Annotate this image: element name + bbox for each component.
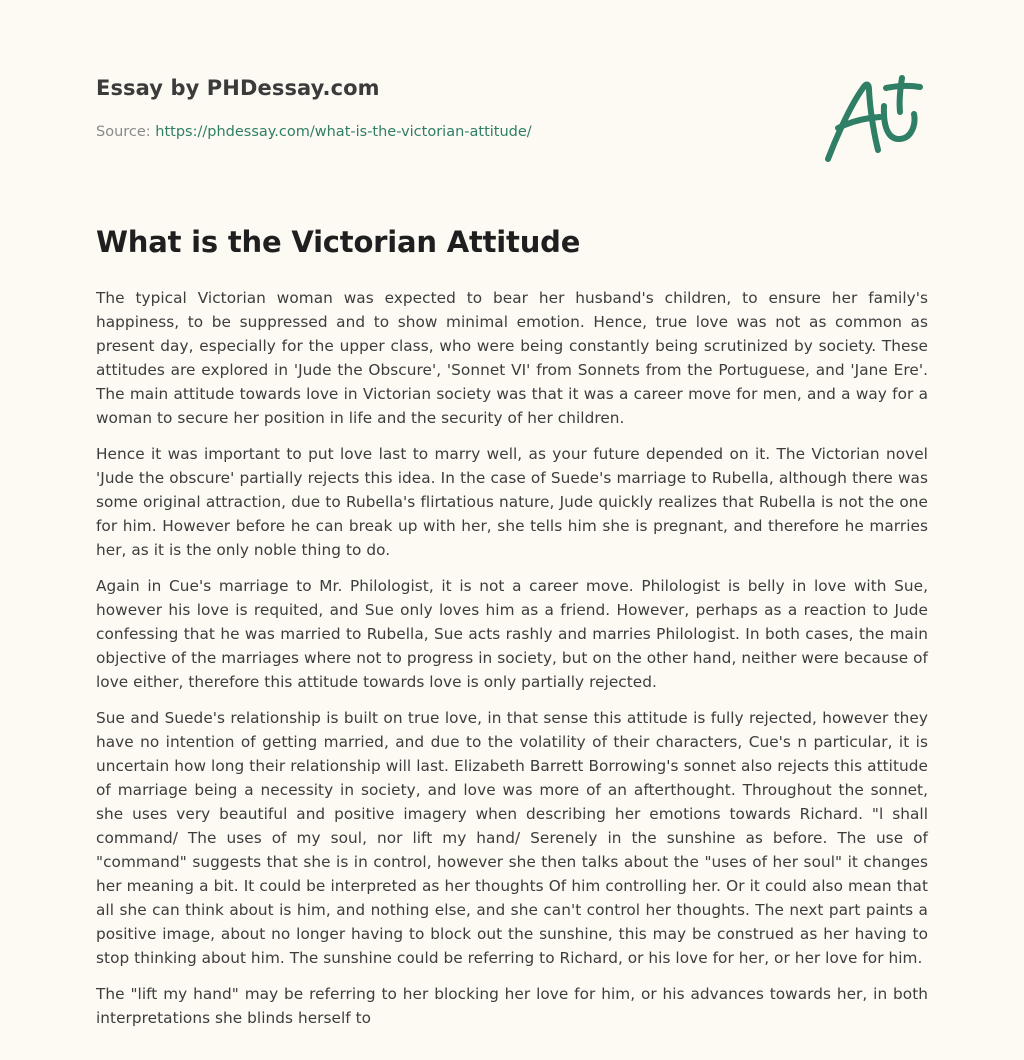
source-label: Source: [96, 124, 156, 140]
essay-paragraph: The typical Victorian woman was expected to bear her husband's children, to ensure her family's happiness, to be suppressed and to show minimal emotion. Hence, true love was not as common as present day, especially for the upper class, who were being constantly being scrutinized by society. These attitudes are explored in 'Jude the Obscure', 'Sonnet VI' from Sonnets from the Portuguese, and 'Jane Ere'. The main attitude towards love in Victorian society was that it was a career move for men, and a way for a woman to secure her position in life and the security of her children. [96, 289, 928, 427]
a-plus-grade-icon [820, 66, 924, 166]
essay-paragraph: Hence it was important to put love last to marry well, as your future depended on it. The Victorian novel 'Jude the obscure' partially rejects this idea. In the case of Suede's marriage to Rubella, although there was some original attraction, due to Rubella's flirtatious nature, Jude quickly realizes that Rubella is not the one for him. However before he can break up with her, she tells him she is pregnant, and therefore he marries her, as it is the only noble thing to do. [96, 445, 928, 559]
source-link[interactable]: https://phdessay.com/what-is-the-victorian-attitude/ [155, 124, 532, 140]
essay-title: What is the Victorian Attitude [96, 225, 581, 259]
essay-paragraph: The "lift my hand" may be referring to her blocking her love for him, or his advances towards her, in both interpretations she blinds herself to [96, 985, 928, 1027]
essay-paragraph: Sue and Suede's relationship is built on true love, in that sense this attitude is fully rejected, however they have no intention of getting married, and due to the volatility of their characters, Cue's n particular, it is uncertain how long their relationship will last. Elizabeth Barrett Borrowing's sonnet also rejects this attitude of marriage being a necessity in society, and love was more of an afterthought. Throughout the sonnet, she uses very beautiful and positive imagery when describing her emotions towards Richard. "l shall command/ The uses of my soul, nor lift my hand/ Serenely in the sunshine as before. The use of "command" suggests that she is in control, however she then talks about the "uses of her soul" it changes her meaning a bit. It could be interpreted as her thoughts Of him controlling her. Or it could also mean that all she can think about is him, and nothing else, and she can't control her thoughts. The next part paints a positive image, about no longer having to block out the sunshine, this may be construed as her having to stop thinking about him. The sunshine could be referring to Richard, or his love for her, or her love for him. [96, 709, 928, 967]
essay-body [96, 286, 928, 1042]
essay-paragraph: Again in Cue's marriage to Mr. Philologist, it is not a career move. Philologist is belly in love with Sue, however his love is requited, and Sue only loves him as a friend. However, perhaps as a reaction to Jude confessing that he was married to Rubella, Sue acts rashly and marries Philologist. In both cases, the main objective of the marriages where not to progress in society, but on the other hand, neither were because of love either, therefore this attitude towards love is only partially rejected. [96, 577, 928, 691]
site-brand: Essay by PHDessay.com [96, 76, 380, 100]
source-line [96, 124, 532, 140]
